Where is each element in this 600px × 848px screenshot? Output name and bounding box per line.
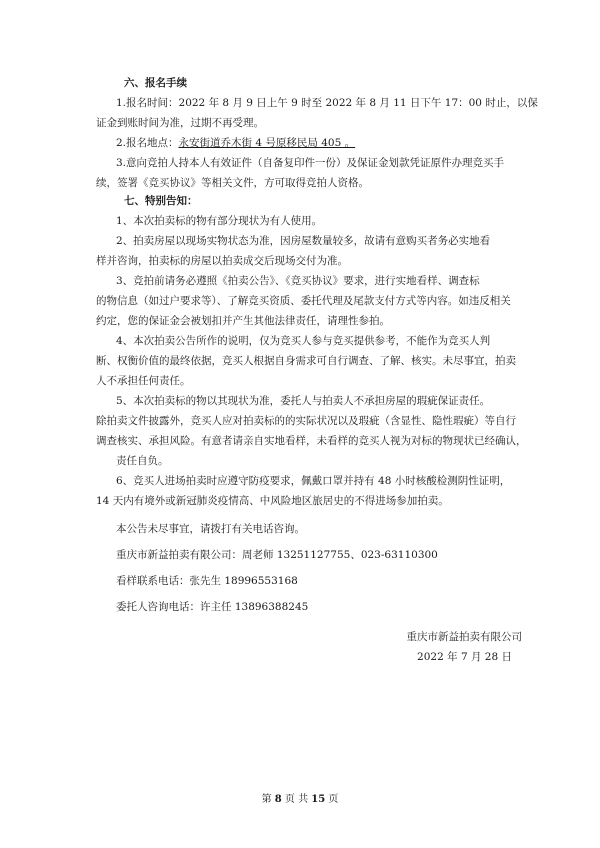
- signature-company: 重庆市新益拍卖有限公司: [406, 631, 522, 643]
- notice-5-line-4: 责任自负。: [116, 455, 169, 467]
- registration-docs-line-2: 续，签署《竞买协议》等相关文件，方可取得竞拍人资格。: [96, 177, 369, 189]
- notice-5-line-1: 5、本次拍卖标的物以其现状为准，委托人与拍卖人不承担房屋的瑕疵保证责任。: [116, 395, 491, 407]
- notice-4-line-3: 人不承担任何责任。: [96, 375, 191, 387]
- footer-suffix: 页: [328, 794, 339, 805]
- page-footer: [0, 790, 600, 805]
- section-6-heading: 六、报名手续: [124, 77, 187, 89]
- registration-location-label: 2.报名地点：: [116, 137, 179, 149]
- notice-4-line-2: 断、权衡价值的最终依据，竞买人根据自身需求可自行调查、了解、核实。未尽事宜，拍卖: [96, 355, 516, 367]
- closing-note: 本公告未尽事宜，请拨打有关电话咨询。: [116, 523, 305, 535]
- client-contact: 委托人咨询电话：许主任 13896388245: [116, 601, 309, 613]
- notice-1: 1、本次拍卖标的物有部分现状为有人使用。: [116, 215, 323, 227]
- registration-docs-line-1: 3.意向竞拍人持本人有效证件（自备复印件一份）及保证金划款凭证原件办理竞买手: [116, 157, 505, 169]
- notice-5-line-3: 调查核实、承担风险。有意者请亲自实地看样，未看样的竞买人视为对标的物现状已经确认，: [96, 435, 527, 447]
- notice-3-line-2: 的物信息（如过户要求等）、了解竞买资质、委托代理及尾款支付方式等内容。如违反相关: [96, 295, 511, 307]
- auction-company-contact: 重庆市新益拍卖有限公司：周老师 13251127755、023-63110300: [116, 549, 438, 561]
- notice-2-line-2: 样并咨询，拍卖标的房屋以拍卖成交后现场交付为准。: [96, 255, 348, 267]
- notice-2-line-1: 2、拍卖房屋以现场实物状态为准，因房屋数量较多，故请有意购买者务必实地看: [116, 235, 491, 247]
- registration-time-line-2: 证金到账时间为准，过期不再受理。: [96, 117, 264, 129]
- notice-6-line-2: 14 天内有境外或新冠肺炎疫情高、中风险地区旅居史的不得进场参加拍卖。: [96, 495, 449, 507]
- viewing-contact: 看样联系电话：张先生 18996553168: [116, 575, 298, 587]
- page-number: 8: [274, 794, 282, 805]
- notice-4-line-1: 4、本次拍卖公告所作的说明，仅为竞买人参与竞买提供参考，不能作为竞买人判: [116, 335, 491, 347]
- notice-5-line-2: 除拍卖文件披露外，竞买人应对拍卖标的的实际状况以及瑕疵（含显性、隐性瑕疵）等自行: [96, 415, 516, 427]
- registration-time-line-1: 1.报名时间：2022 年 8 月 9 日上午 9 时至 2022 年 8 月 11 日下午 17：00 时止，以保: [116, 97, 538, 109]
- notice-6-line-1: 6、竞买人进场拍卖时应遵守防疫要求，佩戴口罩并持有 48 小时核酸检测阴性证明，: [116, 475, 511, 487]
- notice-3-line-3: 约定，您的保证金会被划扣并产生其他法律责任，请理性参拍。: [96, 315, 390, 327]
- section-7-heading: 七、特别告知：: [124, 195, 198, 207]
- registration-address: 永安街道乔木街 4 号原移民局 405 。: [178, 137, 356, 149]
- footer-prefix: 第: [261, 794, 272, 805]
- registration-location: [116, 136, 355, 150]
- page-total: 15: [311, 794, 326, 805]
- notice-3-line-1: 3、竞拍前请务必遵照《拍卖公告》、《竞买协议》要求，进行实地看样、调查标: [116, 275, 480, 287]
- signature-date: 2022 年 7 月 28 日: [417, 651, 512, 663]
- footer-middle: 页 共: [284, 794, 309, 805]
